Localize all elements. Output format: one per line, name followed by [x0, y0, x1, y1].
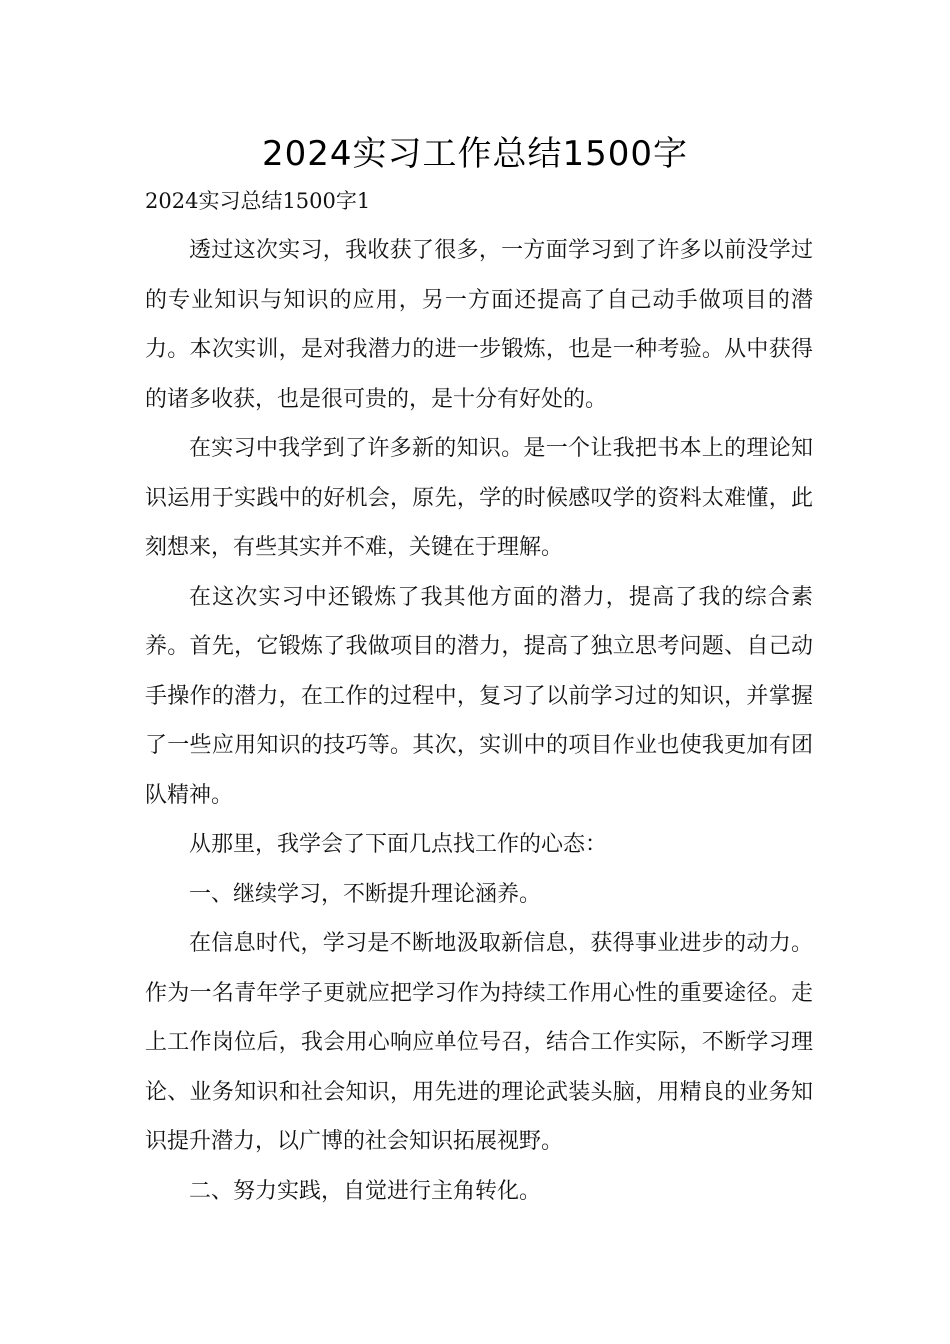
- paragraph: 在实习中我学到了许多新的知识。是一个让我把书本上的理论知识运用于实践中的好机会，原先，学的时候感叹学的资料太难懂，此刻想来，有些其实并不难，关键在于理解。: [145, 436, 813, 560]
- paragraph: 在信息时代，学习是不断地汲取新信息，获得事业进步的动力。作为一名青年学子更就应把学习作为持续工作用心性的重要途径。走上工作岗位后，我会用心响应单位号召，结合工作实际，不断学习理论、业务知识和社会知识，用先进的理论武装头脑，用精良的业务知识提升潜力，以广博的社会知识拓展视野。: [145, 931, 813, 1154]
- document-title: 2024实习工作总结1500字: [261, 134, 689, 174]
- paragraph: 二、努力实践，自觉进行主角转化。: [189, 1178, 542, 1204]
- paragraph: 一、继续学习，不断提升理论涵养。: [189, 881, 542, 907]
- paragraph: 从那里，我学会了下面几点找工作的心态：: [189, 832, 608, 857]
- paragraph: 透过这次实习，我收获了很多，一方面学习到了许多以前没学过的专业知识与知识的应用，另一方面还提高了自己动手做项目的潜力。本次实训，是对我潜力的进一步锻炼，也是一种考验。从中获得的诸多收获，也是很可贵的，是十分有好处的。: [145, 238, 813, 412]
- paragraph: 在这次实习中还锻炼了我其他方面的潜力，提高了我的综合素养。首先，它锻炼了我做项目的潜力，提高了独立思考问题、自己动手操作的潜力，在工作的过程中，复习了以前学习过的知识，并掌握了一些应用知识的技巧等。其次，实训中的项目作业也使我更加有团队精神。: [145, 584, 813, 808]
- document-subtitle: 2024实习总结1500字1: [145, 189, 371, 213]
- document-body: [145, 226, 813, 1216]
